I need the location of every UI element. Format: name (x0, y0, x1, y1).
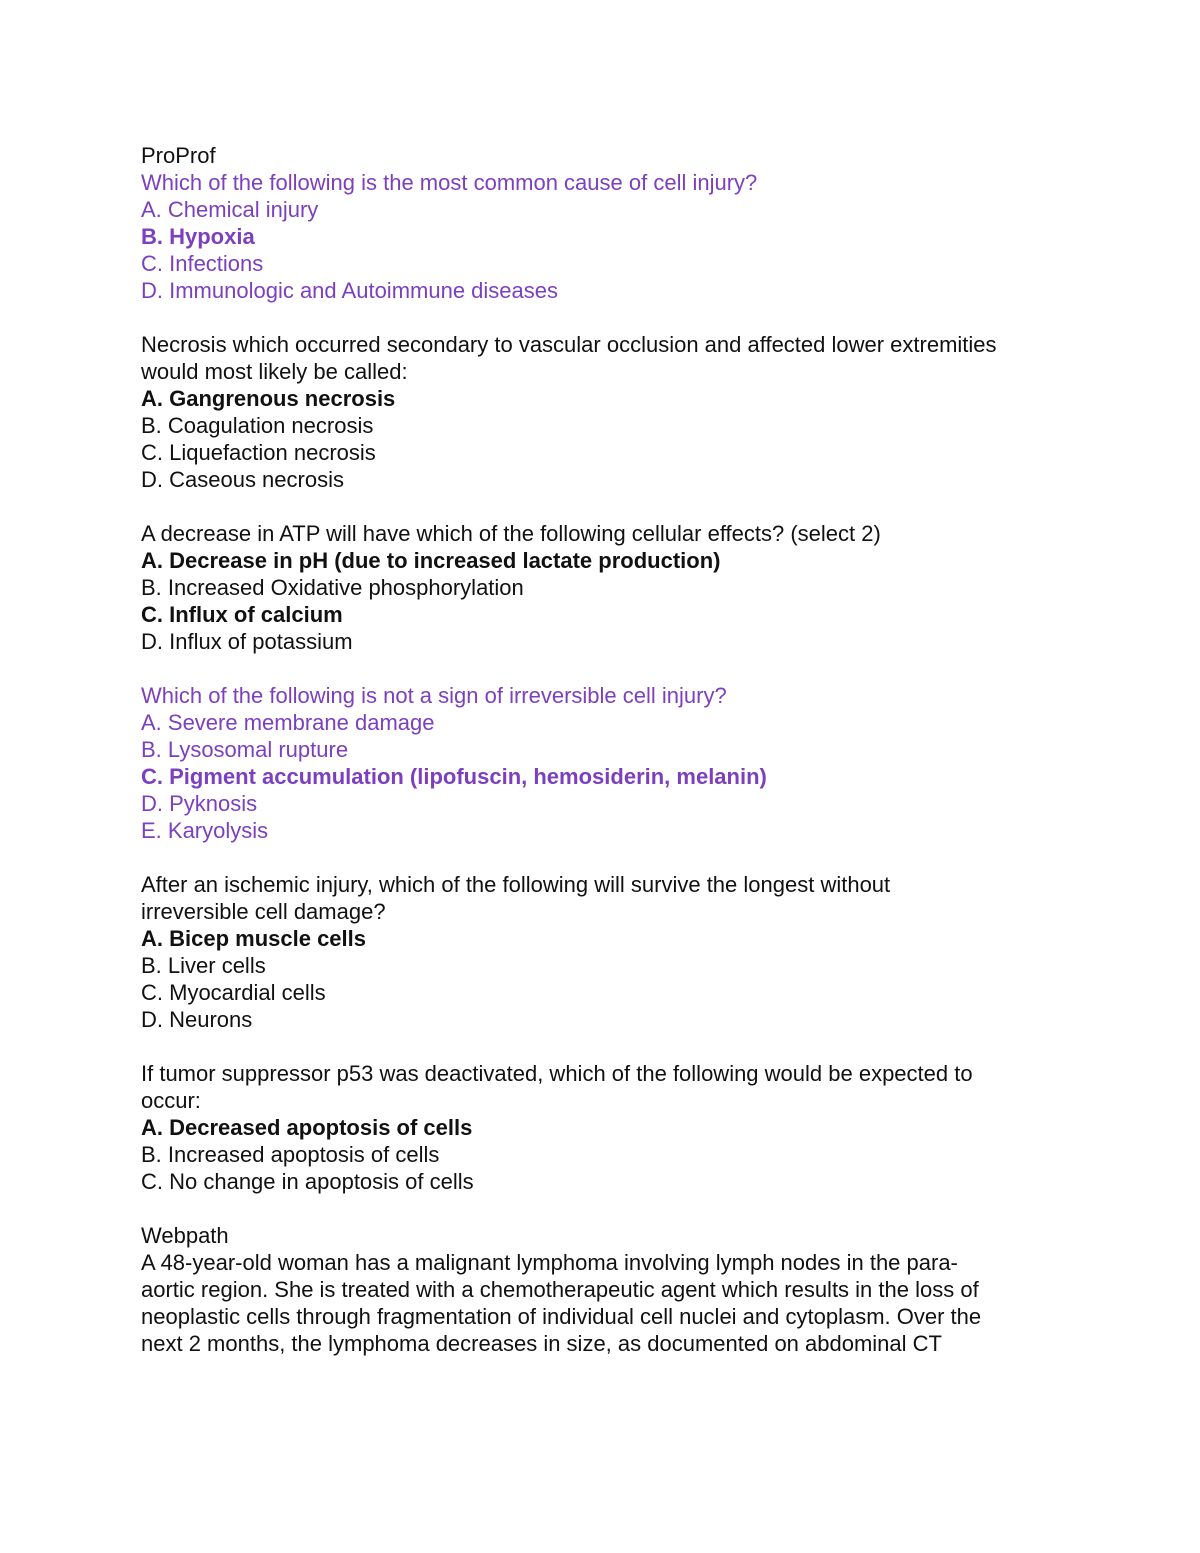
answer-option: C. No change in apoptosis of cells (141, 1169, 474, 1194)
answer-option: D. Immunologic and Autoimmune diseases (141, 278, 558, 303)
question-text: irreversible cell damage? (141, 899, 386, 924)
source-label: Webpath (141, 1223, 229, 1248)
correct-answer-option: A. Decrease in pH (due to increased lactate production) (141, 548, 721, 573)
document-page (141, 142, 1071, 1357)
answer-option: C. Liquefaction necrosis (141, 440, 376, 465)
question-text: next 2 months, the lymphoma decreases in size, as documented on abdominal CT (141, 1331, 942, 1356)
answer-option: D. Influx of potassium (141, 629, 353, 654)
answer-option: D. Neurons (141, 1007, 253, 1032)
question-block-7 (141, 1249, 1071, 1357)
question-text: Which of the following is the most common cause of cell injury? (141, 170, 758, 195)
answer-option: B. Lysosomal rupture (141, 737, 349, 762)
question-block-6 (141, 1060, 1071, 1195)
correct-answer-option: A. Gangrenous necrosis (141, 386, 396, 411)
correct-answer-option: C. Pigment accumulation (lipofuscin, hemosiderin, melanin) (141, 764, 767, 789)
question-block-1 (141, 169, 1071, 304)
correct-answer-option: A. Bicep muscle cells (141, 926, 366, 951)
question-text: neoplastic cells through fragmentation of individual cell nuclei and cytoplasm. Over the (141, 1304, 982, 1329)
answer-option: B. Increased Oxidative phosphorylation (141, 575, 524, 600)
correct-answer-option: A. Decreased apoptosis of cells (141, 1115, 473, 1140)
source-label: ProProf (141, 143, 216, 168)
answer-option: A. Severe membrane damage (141, 710, 435, 735)
question-text: A decrease in ATP will have which of the following cellular effects? (select 2) (141, 521, 881, 546)
answer-option: B. Liver cells (141, 953, 266, 978)
question-block-4 (141, 682, 1071, 844)
question-text: Which of the following is not a sign of irreversible cell injury? (141, 683, 727, 708)
answer-option: B. Coagulation necrosis (141, 413, 374, 438)
answer-option: C. Infections (141, 251, 264, 276)
question-text: If tumor suppressor p53 was deactivated, which of the following would be expected to (141, 1061, 973, 1086)
question-block-5 (141, 871, 1071, 1033)
answer-option: B. Increased apoptosis of cells (141, 1142, 440, 1167)
question-text: A 48-year-old woman has a malignant lymphoma involving lymph nodes in the para- (141, 1250, 958, 1275)
answer-option: C. Myocardial cells (141, 980, 326, 1005)
question-text: Necrosis which occurred secondary to vascular occlusion and affected lower extremities (141, 332, 997, 357)
answer-option: D. Caseous necrosis (141, 467, 344, 492)
question-text: occur: (141, 1088, 201, 1113)
question-text: would most likely be called: (141, 359, 408, 384)
answer-option: A. Chemical injury (141, 197, 319, 222)
answer-option: E. Karyolysis (141, 818, 269, 843)
question-block-3 (141, 520, 1071, 655)
question-text: aortic region. She is treated with a chemotherapeutic agent which results in the loss of (141, 1277, 979, 1302)
answer-option: D. Pyknosis (141, 791, 258, 816)
question-text: After an ischemic injury, which of the following will survive the longest without (141, 872, 891, 897)
correct-answer-option: C. Influx of calcium (141, 602, 343, 627)
correct-answer-option: B. Hypoxia (141, 224, 255, 249)
question-block-2 (141, 331, 1071, 493)
